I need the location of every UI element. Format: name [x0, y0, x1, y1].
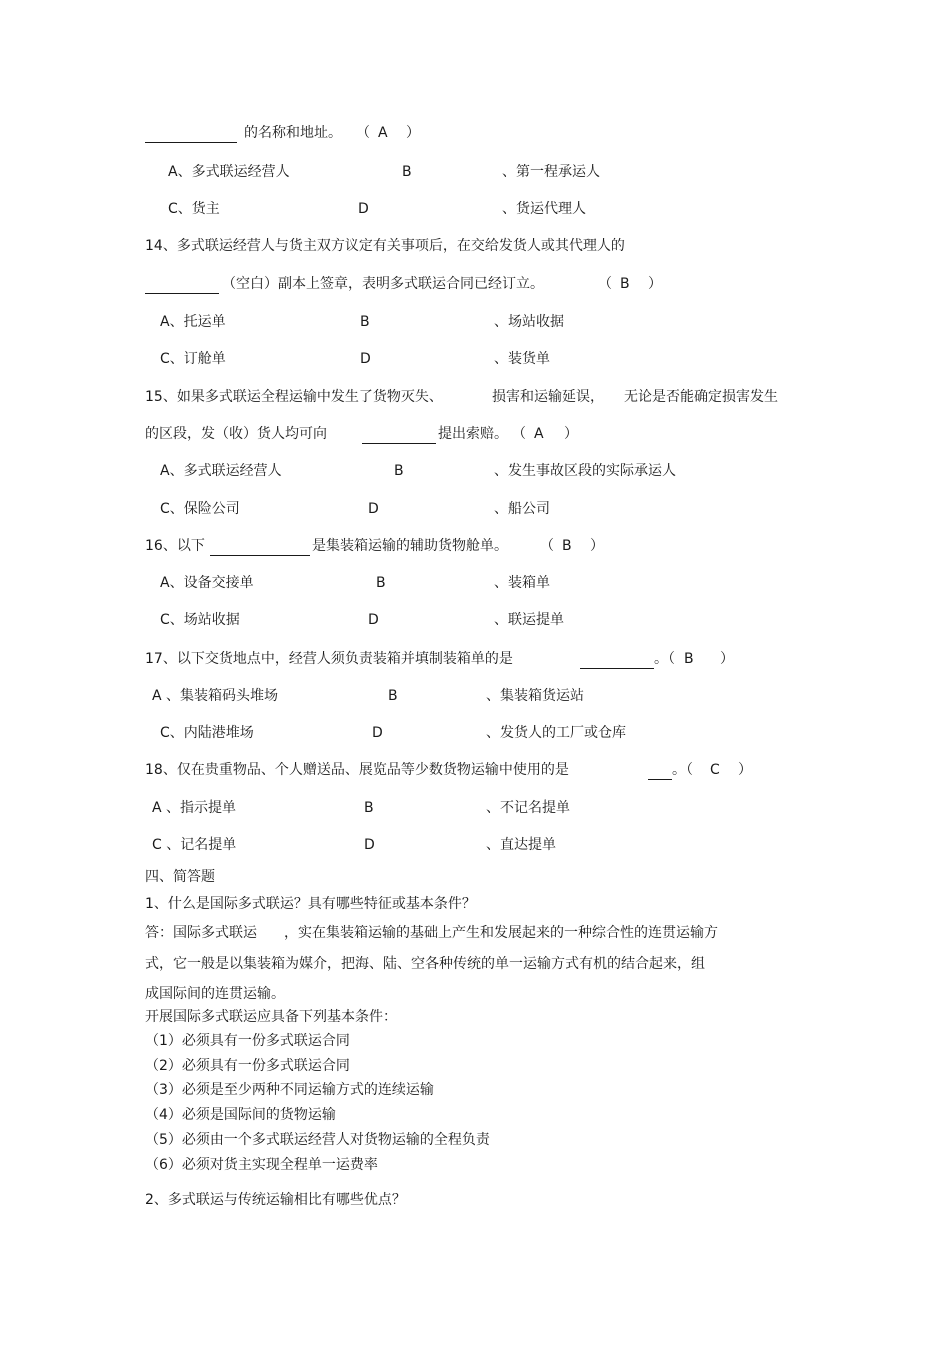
q14-answer-open: （ — [598, 276, 612, 292]
q14-option-d-text: 、装货单 — [494, 351, 550, 367]
q15-answer: A — [534, 426, 544, 442]
q15-option-b-text: 、发生事故区段的实际承运人 — [494, 463, 676, 479]
q15-option-b-letter: B — [394, 463, 404, 479]
short-question-2: 2、多式联运与传统运输相比有哪些优点？ — [145, 1192, 406, 1208]
q13-option-d-text: 、货运代理人 — [502, 201, 586, 217]
q13-option-a: A、多式联运经营人 — [168, 164, 290, 180]
q18-option-d-text: 、直达提单 — [486, 837, 556, 853]
q15-stem-line2-a: 的区段，发（收）货人均可向 — [145, 426, 327, 442]
q13-blank — [145, 128, 237, 143]
answer1-line3: 成国际间的连贯运输。 — [145, 986, 285, 1002]
conditions-intro: 开展国际多式联运应具备下列基本条件： — [145, 1009, 397, 1025]
q17-answer: B — [684, 651, 694, 667]
answer1-line2: 式，它一般是以集装箱为媒介，把海、陆、空各种传统的单一运输方式有机的结合起来，组 — [145, 956, 705, 972]
q16-blank — [210, 541, 310, 556]
q15-option-a: A、多式联运经营人 — [160, 463, 282, 479]
q17-option-c: C、内陆港堆场 — [160, 725, 254, 741]
section4-heading: 四、简答题 — [145, 869, 215, 885]
q15-answer-close: ） — [564, 426, 578, 442]
answer1-line1-a: 答：国际多式联运 — [145, 925, 257, 941]
q16-answer: B — [562, 538, 572, 554]
q17-stem: 17、以下交货地点中，经营人须负责装箱并填制装箱单的是 — [145, 651, 513, 667]
q14-option-a: A、托运单 — [160, 314, 226, 330]
q13-option-b-text: 、第一程承运人 — [502, 164, 600, 180]
q14-option-c: C、订舱单 — [160, 351, 226, 367]
q16-option-c: C、场站收据 — [160, 612, 240, 628]
q14-stem-line1: 14、多式联运经营人与货主双方议定有关事项后，在交给发货人或其代理人的 — [145, 238, 625, 254]
q13-option-b-letter: B — [402, 164, 412, 180]
q13-answer-close: ） — [406, 125, 420, 141]
condition-item: （2）必须具有一份多式联运合同 — [145, 1058, 350, 1074]
q13-answer: A — [378, 125, 388, 141]
q15-option-c: C、保险公司 — [160, 501, 240, 517]
q17-option-d-letter: D — [372, 725, 383, 741]
q18-answer: C — [710, 762, 720, 778]
q13-option-d-letter: D — [358, 201, 369, 217]
q16-answer-close: ） — [590, 538, 604, 554]
q17-answer-close: ） — [720, 651, 734, 667]
q15-option-d-text: 、船公司 — [494, 501, 550, 517]
q16-answer-open: （ — [540, 538, 554, 554]
condition-item: （4）必须是国际间的货物运输 — [145, 1107, 336, 1123]
condition-item: （1）必须具有一份多式联运合同 — [145, 1033, 350, 1049]
q14-stem-line2: （空白）副本上签章，表明多式联运合同已经订立。 — [222, 276, 544, 292]
q18-stem: 18、仅在贵重物品、个人赠送品、展览品等少数货物运输中使用的是 — [145, 762, 569, 778]
q16-option-b-text: 、装箱单 — [494, 575, 550, 591]
q18-option-b-letter: B — [364, 800, 374, 816]
q14-answer-close: ） — [648, 276, 662, 292]
q15-stem-line1-c: 无论是否能确定损害发生 — [624, 389, 778, 405]
q18-stem-end: 。（ — [672, 762, 693, 778]
q18-option-b-text: 、不记名提单 — [486, 800, 570, 816]
q15-option-d-letter: D — [368, 501, 379, 517]
q18-answer-close: ） — [738, 762, 752, 778]
q14-blank — [145, 279, 219, 294]
q13-option-c: C、货主 — [168, 201, 220, 217]
q17-option-b-text: 、集装箱货运站 — [486, 688, 584, 704]
q16-option-d-text: 、联运提单 — [494, 612, 564, 628]
q17-option-a: A 、集装箱码头堆场 — [152, 688, 279, 704]
q15-stem-line1-a: 15、如果多式联运全程运输中发生了货物灭失、 — [145, 389, 443, 405]
q15-stem-line1-b: 损害和运输延误， — [492, 389, 604, 405]
q14-option-b-letter: B — [360, 314, 370, 330]
q15-answer-open: （ — [512, 426, 526, 442]
condition-item: （3）必须是至少两种不同运输方式的连续运输 — [145, 1082, 434, 1098]
q16-option-b-letter: B — [376, 575, 386, 591]
q17-stem-end: 。（ — [654, 651, 675, 667]
q14-option-b-text: 、场站收据 — [494, 314, 564, 330]
q14-option-d-letter: D — [360, 351, 371, 367]
q13-answer-open: （ — [356, 125, 370, 141]
q16-stem-b: 是集装箱运输的辅助货物舱单。 — [312, 538, 508, 554]
condition-item: （5）必须由一个多式联运经营人对货物运输的全程负责 — [145, 1132, 490, 1148]
q18-option-d-letter: D — [364, 837, 375, 853]
q18-option-c: C 、记名提单 — [152, 837, 237, 853]
q13-stem-tail: 的名称和地址。 — [244, 125, 342, 141]
short-question-1: 1、什么是国际多式联运？具有哪些特征或基本条件？ — [145, 896, 476, 912]
q14-answer: B — [620, 276, 630, 292]
answer1-line1-b: ，实在集装箱运输的基础上产生和发展起来的一种综合性的连贯运输方 — [284, 925, 718, 941]
q18-option-a: A 、指示提单 — [152, 800, 237, 816]
q16-stem-a: 16、以下 — [145, 538, 205, 554]
q17-option-b-letter: B — [388, 688, 398, 704]
q15-blank — [362, 429, 436, 444]
q17-option-d-text: 、发货人的工厂或仓库 — [486, 725, 626, 741]
q16-option-a: A、设备交接单 — [160, 575, 254, 591]
q15-stem-line2-b: 提出索赔。 — [438, 426, 508, 442]
condition-item: （6）必须对货主实现全程单一运费率 — [145, 1157, 378, 1173]
q16-option-d-letter: D — [368, 612, 379, 628]
q17-blank — [580, 654, 654, 669]
q18-blank — [648, 765, 672, 780]
